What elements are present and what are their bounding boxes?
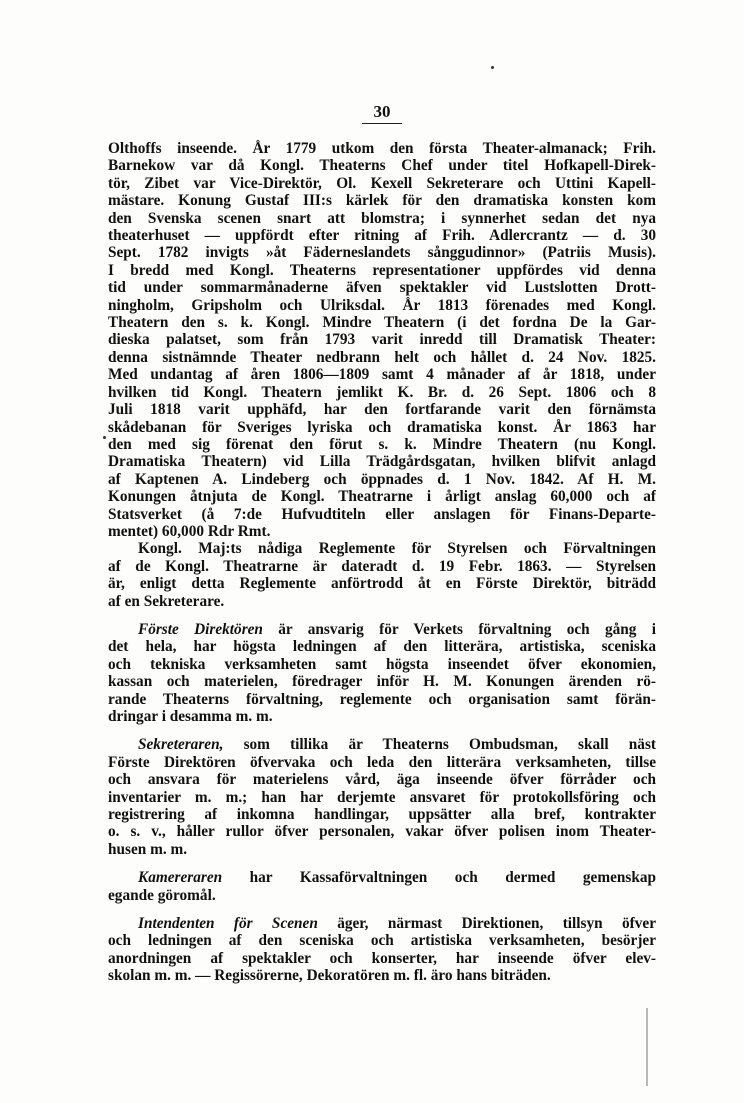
- scan-speck: [491, 66, 494, 69]
- text-line: Konungen åtnjuta de Kongl. Theatrarne i årligt anslag 60,000 och af: [108, 488, 656, 506]
- text-line: och tekniska verksamheten samt högsta inseendet öfver ekonomien,: [108, 655, 656, 673]
- text-line: Juli 1818 varit upphäfd, har den fortfarande varit den förnämsta: [108, 401, 656, 419]
- text-line: är, enligt detta Reglemente anförtrodd åt en Förste Direktör, biträdd: [108, 575, 656, 593]
- text-line: [108, 621, 656, 638]
- text-line: dieska palatset, som från 1793 varit inredd till Dramatisk Theater:: [108, 331, 656, 349]
- text-line: och ledningen af den sceniska och artistiska verksamheten, besörjer: [108, 932, 656, 950]
- text-run: Kongl. Maj:ts nådiga Reglemente för Styrelsen och Förvaltningen: [138, 540, 656, 558]
- scan-edge-mark: [646, 1008, 648, 1086]
- text-line: inventarier m. m.; han har derjemte ansvaret för protokollsföring och: [108, 788, 656, 806]
- text-line: mästare. Konung Gustaf III:s kärlek för den dramatiska konsten kom: [108, 192, 656, 210]
- text-line: o. s. v., håller rullor öfver personalen, vakar öfver polisen inom Theater-: [108, 823, 656, 841]
- text-line: registrering af inkomna handlingar, uppsätter alla bref, kontrakter: [108, 806, 656, 824]
- text-line: tör, Zibet var Vice-Direktör, Ol. Kexell Sekreterare och Uttini Kapell-: [108, 174, 656, 192]
- text-line: den Svenska scenen snart att blomstra; i synnerhet sedan det nya: [108, 209, 656, 227]
- text-line: tid under sommarmånaderne äfven spektakler vid Lustslotten Drott-: [108, 279, 656, 297]
- scan-speck: [103, 436, 106, 439]
- text-line: ningholm, Gripsholm och Ulriksdal. År 1813 förenades med Kongl.: [108, 296, 656, 314]
- text-line: den med sig förenat den förut s. k. Mindre Theatern (nu Kongl.: [108, 435, 656, 453]
- role-term: Kamereraren: [138, 869, 223, 887]
- role-term: Sekreteraren,: [138, 736, 224, 754]
- text-run: äger, närmast Direktionen, tillsyn öfver: [317, 915, 656, 933]
- paragraph-gap: [108, 858, 656, 869]
- role-term: Intendenten för Scenen: [138, 915, 318, 933]
- text-line: af en Sekreterare.: [108, 592, 225, 610]
- role-term: Förste Direktören: [138, 620, 263, 638]
- text-line: skolan m. m. — Regissörerne, Dekoratören m. fl. äro hans biträden.: [108, 967, 551, 985]
- text-line: anordningen af spektakler och konserter, har inseende öfver elev-: [108, 949, 656, 967]
- paragraph-gap: [108, 610, 656, 621]
- text-run: är ansvarig för Verkets förvaltning och gång i: [262, 620, 656, 638]
- text-line: skådebanan för Sveriges lyriska och dramatiska konst. År 1863 har: [108, 418, 656, 436]
- text-line: af Kaptenen A. Lindeberg och öppnades d. 1 Nov. 1842. Af H. M.: [108, 470, 656, 488]
- text-line: rande Theaterns förvaltning, reglemente och organisation samt förän-: [108, 690, 656, 708]
- paragraph-intendenten: [108, 915, 656, 985]
- text-line: Med undantag af åren 1806—1809 samt 4 månader af år 1818, under: [108, 366, 656, 384]
- text-line: hvilken tid Kongl. Theatern jemlikt K. Br. d. 26 Sept. 1806 och 8: [108, 383, 656, 401]
- text-line: och ansvara för materielens vård, äga inseende öfver förråder och: [108, 771, 656, 789]
- text-line: dringar i desamma m. m.: [108, 708, 273, 725]
- paragraph-gap: [108, 725, 656, 736]
- text-line: denna sistnämnde Theater nedbrann helt och hållet d. 24 Nov. 1825.: [108, 348, 656, 366]
- text-line: kassan och materielen, föredrager inför H. M. Konungen ärenden rö-: [108, 673, 656, 691]
- text-line: Statsverket (å 7:de Hufvudtiteln eller anslagen för Finans-Departe-: [108, 505, 656, 523]
- text-run: har Kassaförvaltningen och dermed gemenskap: [222, 869, 656, 887]
- text-line: [108, 915, 656, 932]
- text-line: Förste Direktören öfvervaka och leda den litterära verksamheten, tillse: [108, 753, 656, 771]
- text-line: [108, 540, 656, 557]
- text-run: som tillika är Theaterns Ombudsman, skall näst: [223, 736, 656, 754]
- paragraph-forste-direktoren: [108, 621, 656, 725]
- paragraph-gap: [108, 904, 656, 915]
- paragraph-sekreteraren: [108, 736, 656, 858]
- text-line: egande göromål.: [108, 886, 216, 904]
- paragraph-history: [108, 140, 656, 540]
- text-line: af de Kongl. Theatrarne är dateradt d. 19 Febr. 1863. — Styrelsen: [108, 557, 656, 575]
- paragraph-kamereraren: [108, 869, 656, 904]
- text-line: Olthoffs inseende. År 1779 utkom den första Theater-almanack; Frih.: [108, 140, 656, 157]
- text-line: Dramatiska Theatern) vid Lilla Trädgårdsgatan, hvilken blifvit anlagd: [108, 453, 656, 471]
- text-line: Theatern den s. k. Kongl. Mindre Theatern (i det fordna De la Gar-: [108, 314, 656, 332]
- text-line: theaterhuset — uppfördt efter ritning af Frih. Adlercrantz — d. 30: [108, 227, 656, 245]
- text-line: husen m. m.: [108, 840, 188, 858]
- text-line: det hela, har högsta ledningen af den litterära, artistiska, sceniska: [108, 638, 656, 656]
- body-text: [108, 140, 656, 985]
- text-line: Sept. 1782 invigts »åt Fäderneslandets sånggudinnor» (Patriis Musis).: [108, 244, 656, 262]
- text-line: [108, 736, 656, 753]
- paragraph-reglemente: [108, 540, 656, 610]
- text-line: mentet) 60,000 Rdr Rmt.: [108, 522, 271, 540]
- text-line: [108, 869, 656, 886]
- text-line: Barnekow var då Kongl. Theaterns Chef under titel Hofkapell-Direk-: [108, 157, 656, 175]
- text-line: I bredd med Kongl. Theaterns representationer uppfördes vid denna: [108, 261, 656, 279]
- page-number: 30: [362, 102, 402, 124]
